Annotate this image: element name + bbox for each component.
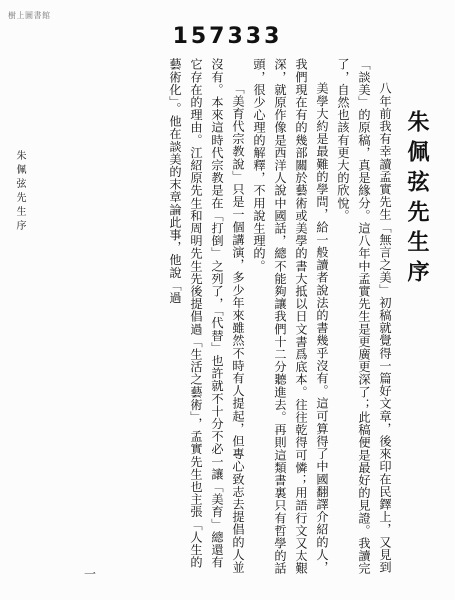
- page-number: 157333: [172, 24, 283, 49]
- preface-body: [30, 58, 395, 578]
- paragraph-3: 「美育代宗教說」只是一個講演，多少年來雖然不時有人提起，但專心致志去提倡的人並沒有。本來這時代宗教是在「打倒」之列了，「代替」也許就不十分不必一讓「美育」總還有它存在的理由。江紹原先生和周明先生先後提倡過「生活之藝術」，孟實先生也主張「人生的藝術化」。他在談美的末章論此事，他說「過: [168, 58, 245, 574]
- paragraph-1: 八年前我有幸讀孟實先生「無言之美」初稿就覺得一篇好文章，後來印在民鐸上，又見到「談美」的原稿，真是緣分。這八年中孟實先生是更廣更深了；此稿便是最好的見證。我讀完了，自然也該有更大的欣悅。: [336, 58, 392, 575]
- paragraph-2: 美學大約是最難的學問，給一般讀者說法的書幾乎沒有。這可算得了中國翻譯介紹的人，我們現在有的幾部關於藝術或美學的書大抵以日文書爲底本。往往乾得可憐；用語行文又太艱深，就原作像是西洋人說中國話，總不能夠讓我們十二分聽進去。再則這類書裏只有哲學的話頭，很少心理的解釋，不用說生理的。: [252, 58, 329, 575]
- folio-number: 一: [84, 567, 97, 581]
- library-stamp: 樹上圖書館: [8, 11, 51, 20]
- page-title: 朱佩弦先生序: [404, 110, 430, 290]
- running-head: 朱佩弦先生序: [14, 150, 25, 234]
